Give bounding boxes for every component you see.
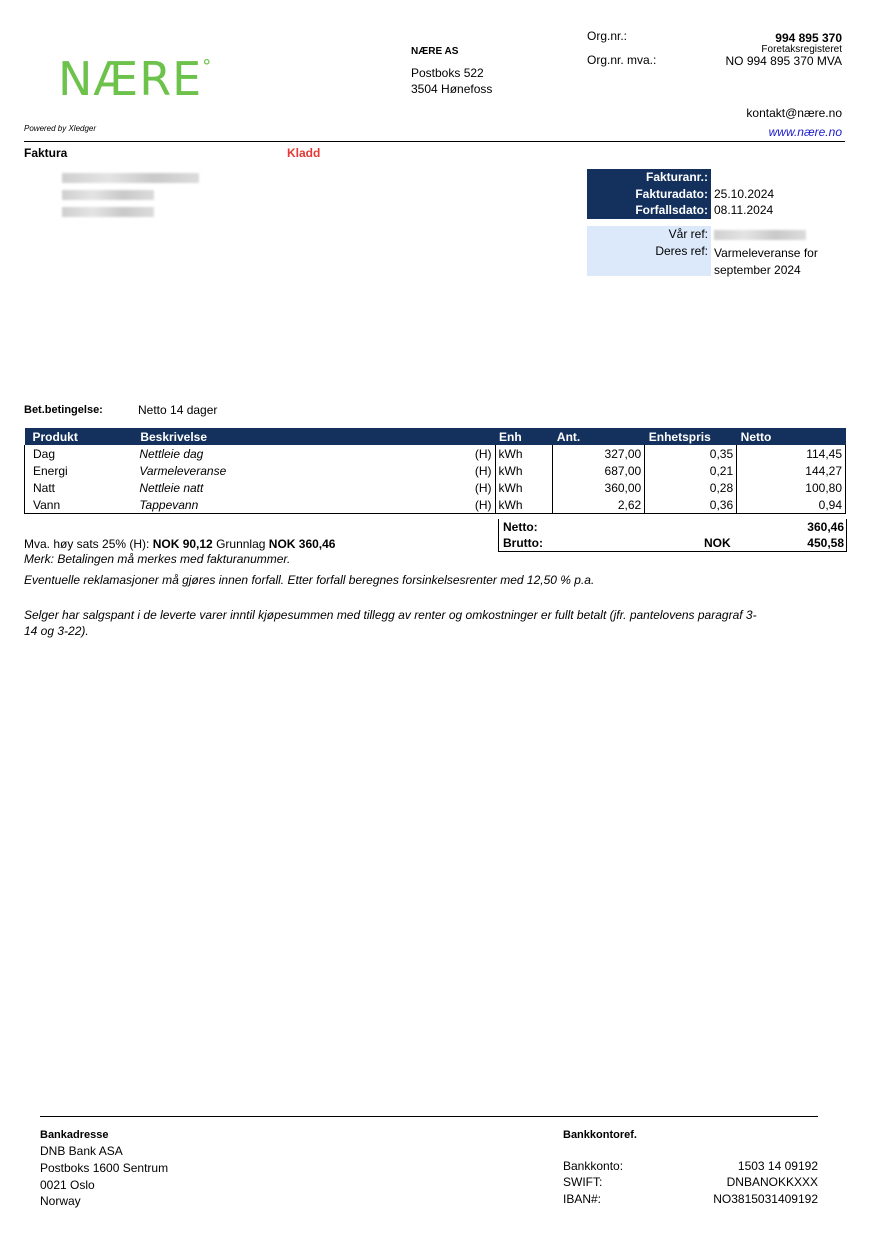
retention-of-title-note: Selger har salgspant i de leverte varer inntil kjøpesummen med tillegg av renter og omkostninger er fullt betalt (jfr. pantelovens paragraf 3-14 og 3-22). — [24, 608, 757, 638]
company-address-line: Postboks 522 — [411, 66, 484, 80]
table-row — [25, 479, 846, 496]
swift-code: DNBANOKKXXX — [726, 1175, 818, 1189]
their-ref-line: september 2024 — [714, 263, 801, 277]
bank-address-line: DNB Bank ASA — [40, 1144, 123, 1158]
cell-vat-code: (H) — [467, 462, 495, 479]
reference-box — [587, 226, 711, 276]
powered-by: Powered by Xledger — [24, 124, 97, 133]
bank-account-heading: Bankkontoref. — [563, 1129, 637, 1141]
cell-product: Dag — [25, 445, 137, 462]
invoice-number-label: Fakturanr.: — [645, 170, 708, 184]
org-number-label: Org.nr.: — [587, 29, 628, 43]
bank-address-line: Postboks 1600 Sentrum — [40, 1161, 169, 1175]
document-type: Faktura — [24, 146, 68, 160]
footer-divider — [40, 1116, 818, 1117]
net-total-value: 360,46 — [807, 520, 844, 534]
payment-terms-value: Netto 14 dager — [138, 403, 218, 417]
our-ref-label: Vår ref: — [668, 227, 708, 241]
bank-account-label: Bankkonto: — [563, 1159, 624, 1173]
net-total-label: Netto: — [503, 520, 538, 534]
cell-unit-price: 0,36 — [645, 496, 737, 514]
bank-account-number: 1503 14 09192 — [737, 1159, 818, 1173]
table-row — [25, 462, 846, 479]
website-link[interactable]: www.nære.no — [768, 125, 842, 139]
cell-unit: kWh — [495, 462, 553, 479]
cell-product: Energi — [25, 462, 137, 479]
gross-total-label: Brutto: — [503, 536, 543, 550]
header-divider — [24, 141, 845, 142]
cell-net: 100,80 — [737, 479, 846, 496]
company-logo: NÆRE° — [58, 52, 213, 106]
redacted-recipient-name — [62, 173, 199, 183]
cell-unit-price: 0,21 — [645, 462, 737, 479]
cell-quantity: 327,00 — [553, 445, 645, 462]
column-header-unit-price: Enhetspris — [645, 428, 737, 445]
cell-product: Natt — [25, 479, 137, 496]
org-register: Foretaksregisteret — [761, 44, 842, 55]
cell-quantity: 360,00 — [553, 479, 645, 496]
currency-code: NOK — [704, 536, 731, 550]
cell-vat-code: (H) — [467, 445, 495, 462]
column-header-unit: Enh — [495, 428, 553, 445]
document-status: Kladd — [287, 146, 321, 160]
company-address-line: 3504 Hønefoss — [411, 82, 493, 96]
column-header-quantity: Ant. — [553, 428, 645, 445]
cell-unit-price: 0,35 — [645, 445, 737, 462]
totals-box — [498, 519, 847, 552]
payment-reference-note: Merk: Betalingen må merkes med fakturanummer. — [24, 552, 291, 566]
vat-summary: Mva. høy sats 25% (H): NOK 90,12 Grunnlag NOK 360,46 — [24, 537, 336, 551]
column-header-product: Produkt — [25, 428, 137, 445]
cell-unit-price: 0,28 — [645, 479, 737, 496]
complaints-note: Eventuelle reklamasjoner må gjøres innen forfall. Etter forfall beregnes forsinkelsesrenter med 12,50 % p.a. — [24, 573, 595, 587]
table-header-row — [25, 428, 846, 445]
cell-unit: kWh — [495, 496, 553, 514]
bank-address-heading: Bankadresse — [40, 1129, 109, 1141]
invoice-info-box — [587, 169, 711, 219]
cell-quantity: 2,62 — [553, 496, 645, 514]
iban-label: IBAN#: — [563, 1192, 602, 1206]
their-ref-label: Deres ref: — [655, 244, 708, 258]
redacted-our-ref — [714, 230, 806, 240]
invoice-date: 25.10.2024 — [714, 187, 775, 201]
cell-net: 144,27 — [737, 462, 846, 479]
contact-email[interactable]: kontakt@nære.no — [746, 106, 842, 120]
due-date: 08.11.2024 — [714, 203, 774, 217]
column-header-net: Netto — [737, 428, 846, 445]
column-header-description: Beskrivelse — [136, 428, 495, 445]
table-row — [25, 445, 846, 462]
cell-unit: kWh — [495, 479, 553, 496]
gross-total-value: 450,58 — [807, 536, 844, 550]
invoice-date-label: Fakturadato: — [635, 187, 708, 201]
cell-quantity: 687,00 — [553, 462, 645, 479]
cell-description: Tappevann — [136, 496, 466, 514]
cell-net: 114,45 — [737, 445, 846, 462]
cell-description: Varmeleveranse — [139, 463, 227, 478]
org-number: 994 895 370 — [775, 31, 842, 45]
redacted-recipient-city — [62, 207, 154, 217]
redacted-recipient-street — [62, 190, 154, 200]
company-name: NÆRE AS — [411, 46, 459, 57]
bank-address-line: 0021 Oslo — [40, 1178, 95, 1192]
cell-description: Nettleie natt — [139, 480, 204, 495]
due-date-label: Forfallsdato: — [635, 203, 708, 217]
cell-net: 0,94 — [737, 496, 846, 514]
logo-degree-mark: ° — [202, 56, 213, 77]
cell-vat-code: (H) — [467, 496, 495, 514]
their-ref-line: Varmeleveranse for — [714, 246, 818, 260]
table-row — [25, 496, 846, 514]
cell-unit: kWh — [495, 445, 553, 462]
org-mva-number: NO 994 895 370 MVA — [725, 54, 842, 68]
cell-vat-code: (H) — [467, 479, 495, 496]
bank-address-line: Norway — [40, 1194, 81, 1208]
org-mva-label: Org.nr. mva.: — [587, 53, 657, 67]
swift-label: SWIFT: — [563, 1175, 603, 1189]
iban-number: NO3815031409192 — [713, 1192, 818, 1206]
cell-description: Nettleie dag — [139, 446, 204, 461]
invoice-lines-table — [24, 428, 846, 514]
cell-product: Vann — [25, 496, 137, 514]
payment-terms-label: Bet.betingelse: — [24, 404, 103, 416]
